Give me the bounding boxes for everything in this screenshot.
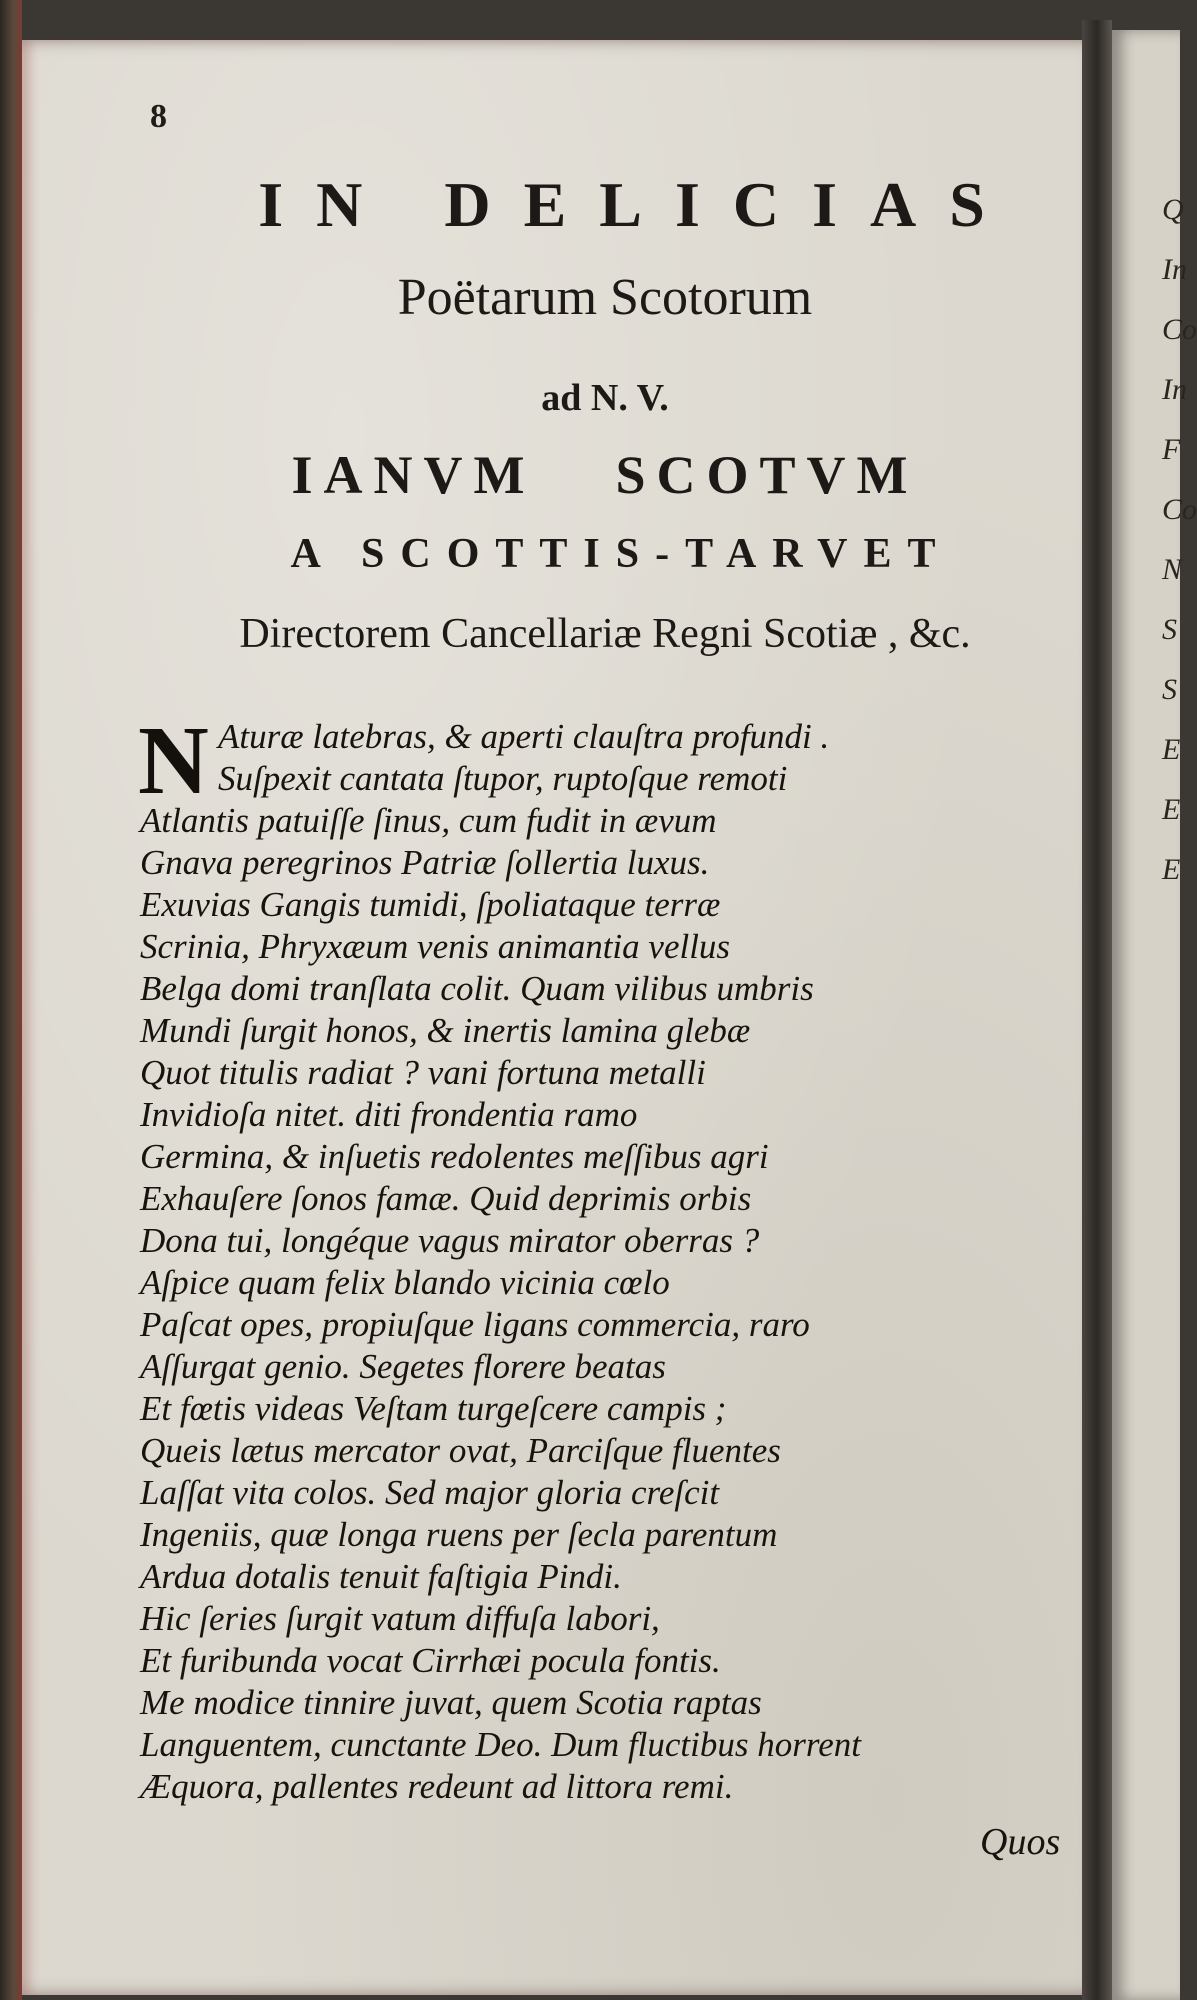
dedicatee-second-name: SCOTVM: [615, 445, 919, 505]
poem-line: Germina, & inſuetis redolentes meſſibus agri: [140, 1137, 769, 1176]
drop-cap: N: [138, 707, 209, 815]
poem-line: Queis lætus mercator ovat, Parciſque fluentes: [140, 1431, 781, 1470]
facing-page-text: Q In Co In F Co N S S E E E: [1162, 193, 1197, 886]
poem-line: Dona tui, longéque vagus mirator oberras ?: [140, 1221, 760, 1260]
book-edge: [0, 0, 22, 2000]
poem-line: Suſpexit cantata ſtupor, ruptoſque remoti: [218, 759, 788, 798]
page-title: IN DELICIAS: [258, 169, 1018, 240]
poem-line: Atlantis patuiſſe ſinus, cum fudit in ævum: [140, 801, 717, 840]
page-number: 8: [150, 98, 167, 135]
poem-line: Ardua dotalis tenuit faſtigia Pindi.: [140, 1557, 622, 1596]
poem-line: Aſpice quam felix blando vicinia cœlo: [140, 1263, 670, 1302]
dedicatee-first-name: IANVM: [291, 445, 536, 505]
dedicatee-office: Directorem Cancellariæ Regni Scotiæ , &c.: [239, 611, 971, 657]
poem-line: Ingeniis, quæ longa ruens per ſecla parentum: [140, 1515, 778, 1554]
poem-line: Laſſat vita colos. Sed major gloria creſcit: [140, 1473, 720, 1512]
catchword: Quos: [980, 1821, 1061, 1863]
poem-line: Languentem, cunctante Deo. Dum fluctibus horrent: [140, 1725, 861, 1764]
poem-body: [138, 707, 1020, 1808]
poem-line: Gnava peregrinos Patriæ ſollertia luxus.: [140, 843, 710, 882]
page-subtitle: Poëtarum Scotorum: [397, 269, 813, 326]
book-gutter: [1082, 20, 1112, 2000]
poem-line: Quot titulis radiat ? vani fortuna metalli: [140, 1053, 706, 1092]
poem-line: Belga domi tranſlata colit. Quam vilibus umbris: [140, 969, 814, 1008]
poem-line: Paſcat opes, propiuſque ligans commercia, raro: [140, 1305, 810, 1344]
poem-line: Scrinia, Phryxæum venis animantia vellus: [140, 927, 731, 966]
poem-line: Invidioſa nitet. diti frondentia ramo: [140, 1095, 638, 1134]
dedication-address: ad N. V.: [541, 377, 669, 419]
poem-line: Mundi ſurgit honos, & inertis lamina glebæ: [140, 1011, 751, 1050]
dedicatee-family: A SCOTTIS-TARVET: [290, 531, 952, 577]
poem-line: Et fœtis videas Veſtam turgeſcere campis ;: [140, 1389, 727, 1428]
poem-line: Hic ſeries ſurgit vatum diffuſa labori,: [140, 1599, 660, 1638]
poem-line: Æquora, pallentes redeunt ad littora remi.: [140, 1767, 734, 1806]
poem-line: Exhauſere ſonos famæ. Quid deprimis orbis: [140, 1179, 752, 1218]
facing-page: [1112, 30, 1197, 2000]
poem-line: Me modice tinnire juvat, quem Scotia raptas: [140, 1683, 762, 1722]
poem-line: Et furibunda vocat Cirrhæi pocula fontis.: [140, 1641, 721, 1680]
poem-line: Exuvias Gangis tumidi, ſpoliataque terræ: [140, 885, 721, 924]
poem-line: Aſſurgat genio. Segetes florere beatas: [140, 1347, 666, 1386]
poem-line: Aturæ latebras, & aperti clauſtra profundi .: [218, 717, 830, 756]
dedicatee-name: [130, 444, 1080, 506]
